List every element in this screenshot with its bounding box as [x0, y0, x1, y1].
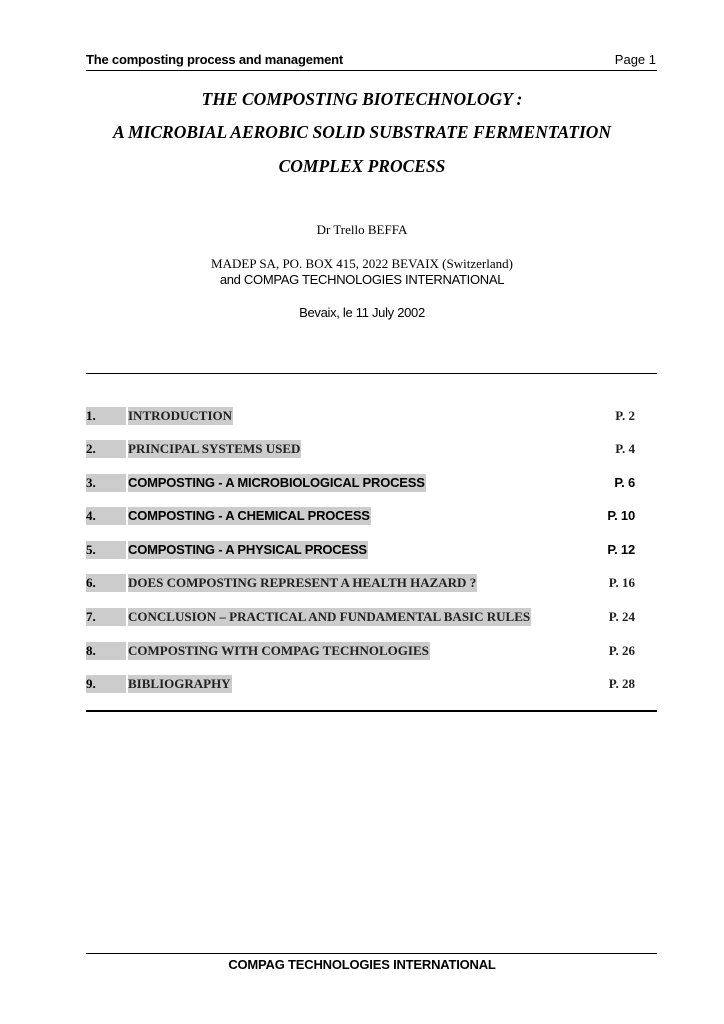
toc-entry-number: 4. [86, 507, 126, 525]
author-name: Dr Trello BEFFA [316, 222, 408, 237]
toc-entry-title: COMPOSTING - A MICROBIOLOGICAL PROCESS [128, 475, 425, 490]
toc-entry-number: 7. [86, 608, 126, 626]
toc-entry[interactable] [86, 407, 657, 425]
header-divider [86, 70, 657, 71]
author-address-line-1: MADEP SA, PO. BOX 415, 2022 BEVAIX (Switzerland) [211, 256, 513, 271]
document-title-line-3: COMPLEX PROCESS [278, 156, 446, 176]
toc-entry-page: P. 2 [615, 408, 635, 423]
toc-bottom-divider [86, 710, 657, 712]
toc-entry[interactable] [86, 574, 657, 592]
toc-entry-number: 6. [86, 574, 126, 592]
toc-entry-number: 3. [86, 474, 126, 492]
running-header-title: The composting process and management [86, 52, 343, 67]
toc-entry-title: PRINCIPAL SYSTEMS USED [128, 441, 301, 456]
page-number: Page 1 [614, 52, 656, 67]
toc-entry-page: P. 28 [608, 676, 635, 691]
toc-entry[interactable] [86, 608, 657, 626]
toc-entry-number: 1. [86, 407, 126, 425]
toc-entry[interactable] [86, 541, 657, 559]
toc-entry-page: P. 16 [608, 575, 635, 590]
running-footer: COMPAG TECHNOLOGIES INTERNATIONAL [228, 957, 496, 972]
toc-entry-title: COMPOSTING - A PHYSICAL PROCESS [128, 542, 367, 557]
toc-entry-number: 8. [86, 642, 126, 660]
document-title-line-2: A MICROBIAL AEROBIC SOLID SUBSTRATE FERMENTATION [112, 122, 612, 142]
toc-entry[interactable] [86, 474, 657, 492]
toc-entry-page: P. 10 [607, 508, 635, 523]
toc-entry-title: BIBLIOGRAPHY [128, 676, 231, 691]
toc-entry-page: P. 26 [608, 643, 635, 658]
toc-entry-title: CONCLUSION – PRACTICAL AND FUNDAMENTAL BASIC RULES [128, 609, 531, 624]
toc-entry-number: 9. [86, 675, 126, 693]
document-title-line-1: THE COMPOSTING BIOTECHNOLOGY : [201, 89, 523, 109]
toc-entry[interactable] [86, 440, 657, 458]
footer-divider [86, 953, 657, 954]
toc-entry[interactable] [86, 642, 657, 660]
toc-entry[interactable] [86, 507, 657, 525]
toc-entry-number: 5. [86, 541, 126, 559]
toc-top-divider [86, 373, 657, 374]
toc-entry-title: INTRODUCTION [128, 408, 233, 423]
toc-entry[interactable] [86, 675, 657, 693]
toc-entry-page: P. 6 [614, 475, 635, 490]
toc-entry-title: COMPOSTING WITH COMPAG TECHNOLOGIES [128, 643, 429, 658]
place-and-date: Bevaix, le 11 July 2002 [299, 305, 425, 320]
toc-entry-number: 2. [86, 440, 126, 458]
toc-entry-page: P. 12 [607, 542, 635, 557]
toc-entry-title: COMPOSTING - A CHEMICAL PROCESS [128, 508, 370, 523]
toc-entry-page: P. 4 [615, 441, 635, 456]
author-address-line-2: and COMPAG TECHNOLOGIES INTERNATIONAL [219, 272, 505, 287]
toc-entry-page: P. 24 [608, 609, 635, 624]
toc-entry-title: DOES COMPOSTING REPRESENT A HEALTH HAZARD ? [128, 575, 477, 590]
